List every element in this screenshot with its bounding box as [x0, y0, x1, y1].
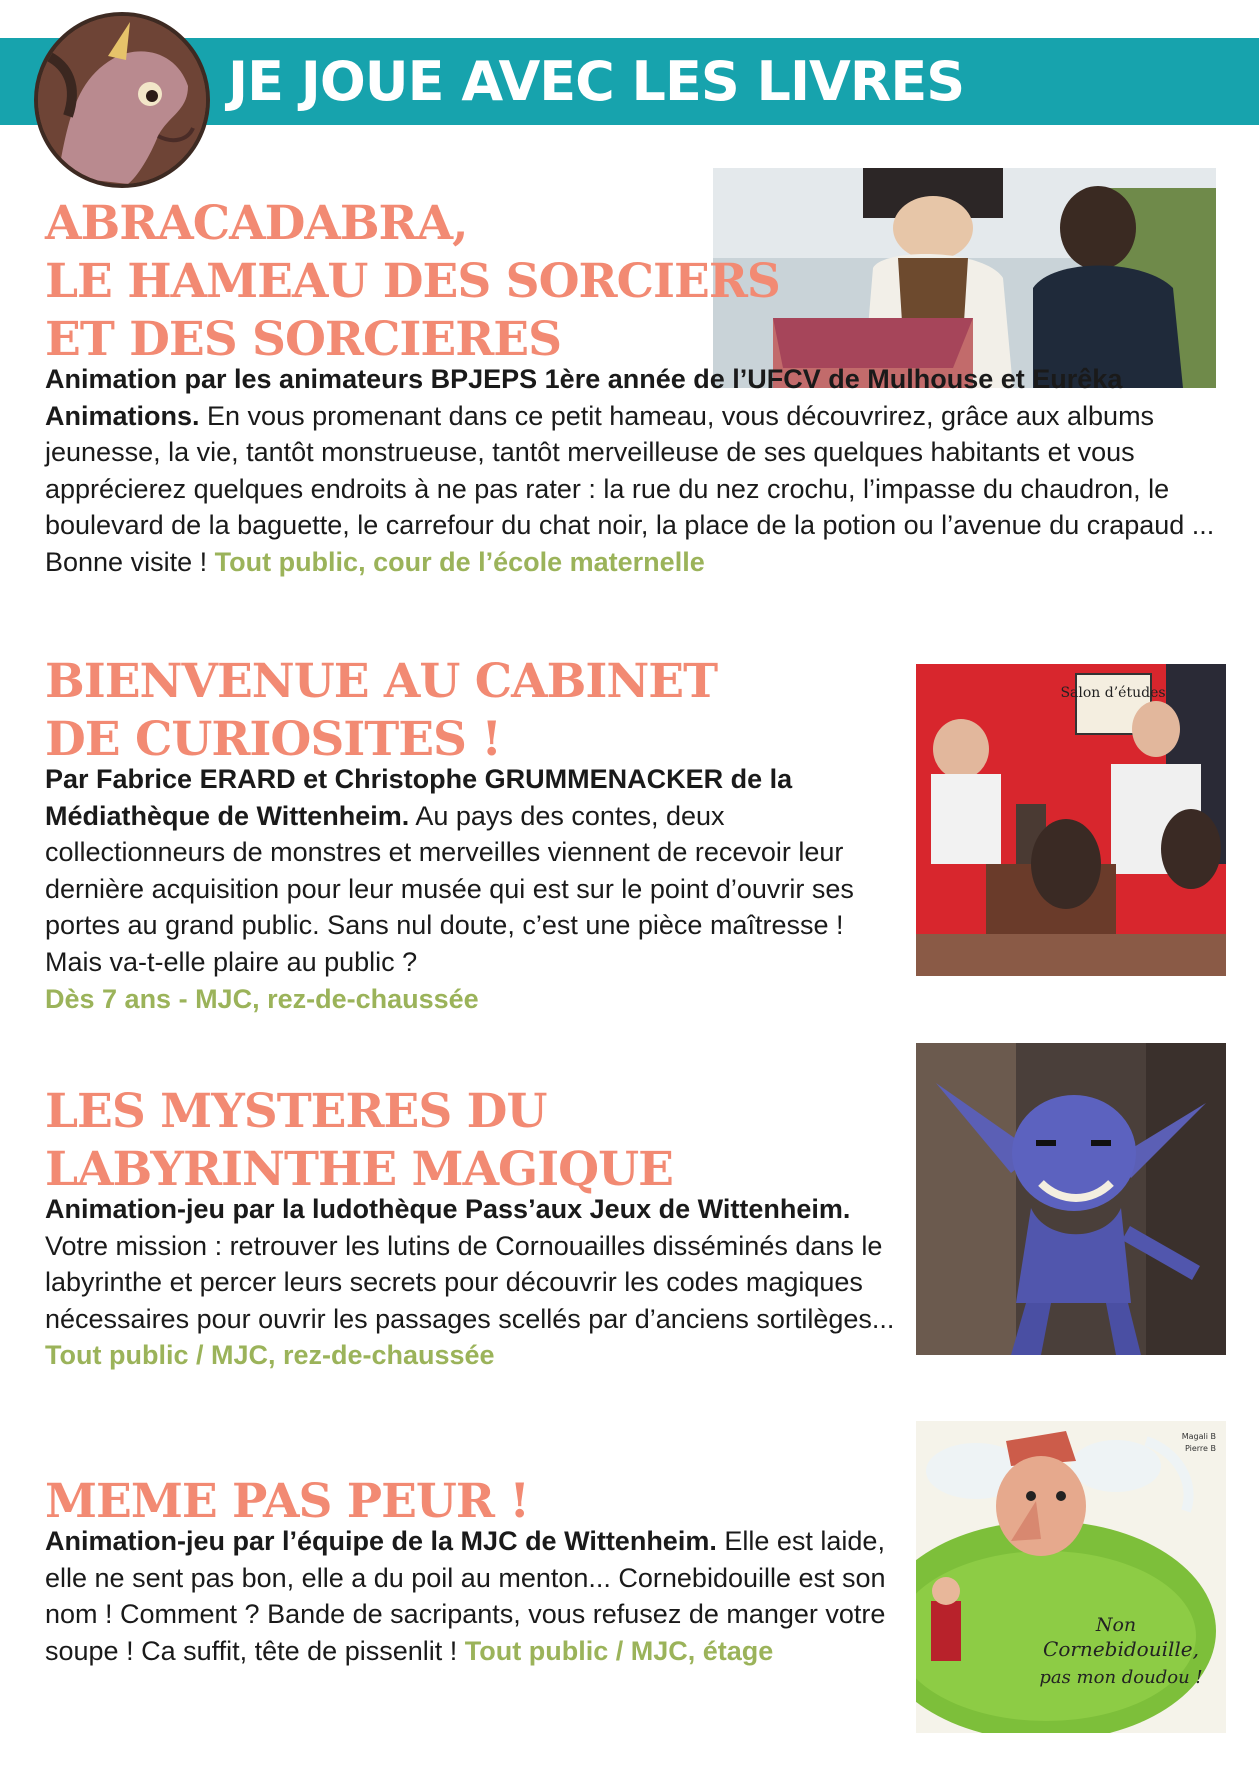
section-title-line: ABRACADABRA,: [45, 196, 468, 251]
section-title-line: BIENVENUE AU CABINET: [45, 654, 718, 709]
page-title: JE JOUE AVEC LES LIVRES: [228, 50, 965, 113]
section-description: [45, 1523, 910, 1669]
section-body: Elle est laide, elle ne sent pas bon, elle a du poil au menton... Cornebidouille est son nom ! Comment ? Bande de sacripants, vous refusez de manger votre soupe ! Ca suffit, tête de pissenlit !: [45, 1526, 886, 1666]
section-intro: Par Fabrice ERARD et Christophe GRUMMENACKER de la Médiathèque de Wittenheim.: [45, 764, 793, 831]
section-body: Au pays des contes, deux collectionneurs de monstres et merveilles viennent de recevoir leur dernière acquisition pour leur musée qui est sur le point d’ouvrir ses portes au grand public. Sans nul doute, c’est une pièce maîtresse ! Mais va-t-elle plaire au public ?: [45, 800, 854, 977]
book-title-line: Cornebidouille,: [1043, 1637, 1199, 1661]
book-title-line: pas mon doudou !: [1039, 1667, 1203, 1688]
section-labyrinthe: [45, 1083, 905, 1374]
cornebidouille-book-cover: [916, 1421, 1226, 1733]
section-intro: Animation-jeu par la ludothèque Pass’aux Jeux de Wittenheim.: [45, 1194, 851, 1224]
unicorn-avatar-image: [34, 12, 210, 188]
section-title-line: DE CURIOSITES !: [45, 712, 501, 767]
cornish-pixie-photo: [916, 1043, 1226, 1355]
section-body: En vous promenant dans ce petit hameau, vous découvrirez, grâce aux albums jeunesse, la vie, tantôt monstrueuse, tantôt merveilleuse de ses quelques habitants et vous apprécierez quelques endroits à ne pas rater : la rue du nez crochu, l’impasse du chaudron, le boulevard de la baguette, le carrefour du chat noir, la place de la potion ou l’avenue du crapaud ... Bonne visite !: [45, 400, 1215, 577]
section-title-line: MEME PAS PEUR !: [45, 1474, 529, 1529]
audience-tag: Tout public / MJC, étage: [464, 1635, 774, 1666]
book-author: Magali B: [1181, 1432, 1216, 1441]
section-title-line: LE HAMEAU DES SORCIERS: [45, 254, 780, 309]
book-author: Pierre B: [1184, 1444, 1216, 1453]
section-cabinet: [45, 653, 895, 1017]
section-description: [45, 1191, 905, 1337]
cabinet-curiosities-photo: [916, 664, 1226, 976]
audience-tag: Tout public / MJC, rez-de-chaussée: [45, 1340, 495, 1371]
section-title-line: LES MYSTERES DU: [45, 1084, 547, 1139]
audience-tag: Dès 7 ans - MJC, rez-de-chaussée: [45, 983, 479, 1014]
section-intro: Animation-jeu par l’équipe de la MJC de Wittenheim.: [45, 1526, 717, 1556]
section-intro: Animation par les animateurs BPJEPS 1ère année de l’UFCV de Mulhouse et Eurêka Animations.: [45, 364, 1123, 431]
audience-tag: Tout public, cour de l’école maternelle: [214, 546, 705, 577]
photo-sign-text: Salon d’études: [1060, 685, 1166, 701]
section-title-line: LABYRINTHE MAGIQUE: [45, 1142, 673, 1197]
section-description: [45, 361, 1220, 581]
section-title-line: ET DES SORCIERES: [45, 312, 562, 367]
section-meme-pas-peur: [45, 1473, 910, 1669]
section-body: Votre mission : retrouver les lutins de Cornouailles disséminés dans le labyrinthe et percer leurs secrets pour découvrir les codes magiques nécessaires pour ouvrir les passages scellés par d’anciens sortilèges...: [45, 1230, 895, 1334]
section-description: [45, 761, 895, 981]
section-abracadabra: [45, 195, 1220, 581]
book-title-line: Non: [1095, 1614, 1137, 1636]
